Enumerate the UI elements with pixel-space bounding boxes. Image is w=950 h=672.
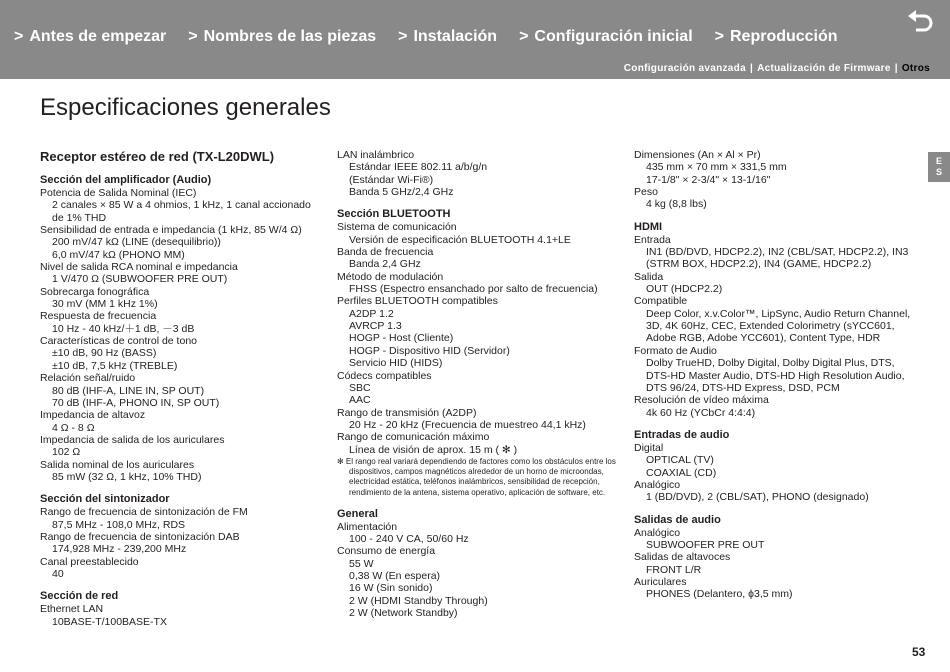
- spec-value: AVRCP 1.3: [349, 320, 402, 333]
- spec-value: Versión de especificación BLUETOOTH 4.1+LE: [349, 233, 571, 246]
- spec-value: 55 W: [349, 557, 374, 570]
- spec-value: (STRM BOX, HDCP2.2), IN4 (GAME, HDCP2.2): [646, 258, 872, 271]
- nav-item-label: Instalación: [413, 28, 498, 45]
- section-heading: Salidas de audio: [634, 513, 721, 526]
- spec-value: A2DP 1.2: [349, 307, 394, 320]
- section-heading: HDMI: [634, 220, 663, 233]
- spec-label: Consumo de energía: [337, 545, 436, 558]
- spec-label: Banda de frecuencia: [337, 246, 434, 259]
- spec-value: DTS-HD Master Audio, DTS-HD High Resolution Audio,: [646, 369, 905, 382]
- chevron-right-icon: >: [14, 28, 24, 45]
- nav-item-label: Configuración inicial: [534, 28, 693, 45]
- section-heading: Sección BLUETOOTH: [337, 208, 451, 221]
- nav-item-5[interactable]: [715, 28, 838, 46]
- spec-value: 174,928 MHz - 239,200 MHz: [52, 543, 187, 556]
- page-title: Especificaciones generales: [40, 94, 331, 121]
- spec-label: Compatible: [634, 295, 688, 308]
- spec-label: Rango de frecuencia de sintonización DAB: [40, 530, 240, 543]
- footnote: ✻ El rango real variará dependiendo de factores como los obstáculos entre los dispositivos, campos magnéticos alrededor de un horno de microondas, electricidad estática, teléfonos inalámbricos, sensibilidad de recepción, rendimiento de la antena, sistema operativo, aplicación de software, etc.: [337, 456, 616, 497]
- section-heading: General: [337, 507, 378, 520]
- spec-column-1: [40, 149, 330, 637]
- spec-value: 200 mV/47 kΩ (LINE (desequilibrio)): [52, 236, 221, 249]
- section-heading: Sección del amplificador (Audio): [40, 174, 212, 186]
- spec-value: (Estándar Wi-Fi®): [349, 173, 434, 186]
- spec-value: 16 W (Sin sonido): [349, 582, 433, 595]
- nav-item-4[interactable]: [519, 28, 693, 46]
- spec-section: [337, 149, 617, 198]
- spec-label: Impedancia de salida de los auriculares: [40, 433, 225, 446]
- spec-value: HOGP - Dispositivo HID (Servidor): [349, 344, 510, 357]
- spec-value: 0,38 W (En espera): [349, 570, 441, 583]
- product-heading: Receptor estéreo de red (TX-L20DWL): [40, 149, 275, 164]
- spec-label: Nivel de salida RCA nominal e impedancia: [40, 261, 238, 274]
- chevron-right-icon: >: [188, 28, 198, 45]
- spec-label: Ethernet LAN: [40, 603, 104, 616]
- spec-section: [40, 492, 330, 580]
- spec-value: COAXIAL (CD): [646, 466, 717, 479]
- spec-section: [40, 173, 330, 483]
- spec-value: 10BASE-T/100BASE-TX: [52, 615, 167, 628]
- chevron-right-icon: >: [398, 28, 408, 45]
- top-navigation: [14, 28, 838, 46]
- spec-value: OPTICAL (TV): [646, 454, 714, 467]
- subnav-separator: |: [749, 63, 754, 74]
- sub-navigation: [624, 63, 930, 74]
- return-arrow-icon[interactable]: [906, 10, 936, 36]
- spec-label: Perfiles BLUETOOTH compatibles: [337, 295, 498, 308]
- spec-value: FRONT L/R: [646, 563, 702, 576]
- spec-label: Sobrecarga fonográfica: [40, 285, 150, 298]
- spec-value: 10 Hz - 40 kHz/＋1 dB, －3 dB: [52, 322, 195, 335]
- spec-value: 1 V/470 Ω (SUBWOOFER PRE OUT): [52, 273, 228, 286]
- spec-label: Método de modulación: [337, 270, 444, 283]
- spec-section: [634, 149, 914, 211]
- spec-label: Analógico: [634, 526, 681, 539]
- spec-value: OUT (HDCP2.2): [646, 283, 723, 296]
- spec-value: Estándar IEEE 802.11 a/b/g/n: [349, 161, 488, 174]
- spec-label: Auriculares: [634, 575, 687, 588]
- spec-label: Analógico: [634, 478, 681, 491]
- spec-label: Canal preestablecido: [40, 555, 139, 568]
- spec-value: SBC: [349, 381, 371, 394]
- spec-label: Sensibilidad de entrada e impedancia (1 kHz, 85 W/4 Ω): [40, 224, 302, 237]
- spec-section: [634, 428, 914, 504]
- spec-value: DTS 96/24, DTS-HD Express, DSD, PCM: [646, 381, 840, 394]
- spec-label: Salidas de altavoces: [634, 551, 731, 564]
- spec-value: 1 (BD/DVD), 2 (CBL/SAT), PHONO (designado): [646, 491, 869, 504]
- subnav-item-2[interactable]: Actualización de Firmware: [757, 63, 891, 74]
- spec-section: [40, 149, 330, 165]
- spec-label: Rango de transmisión (A2DP): [337, 406, 477, 419]
- spec-value: Línea de visión de aprox. 15 m ( ✻ ): [349, 443, 518, 456]
- spec-label: Rango de frecuencia de sintonización de FM: [40, 506, 248, 519]
- spec-value: Adobe RGB, Adobe YCC601), Content Type, HDR: [646, 332, 881, 345]
- spec-label: Digital: [634, 441, 664, 454]
- spec-value: 2 canales × 85 W a 4 ohmios, 1 kHz, 1 canal accionado: [52, 199, 311, 212]
- spec-label: Códecs compatibles: [337, 369, 432, 382]
- spec-value: 20 Hz - 20 kHz (Frecuencia de muestreo 44,1 kHz): [349, 418, 586, 431]
- spec-value: 435 mm × 70 mm × 331,5 mm: [646, 161, 787, 174]
- spec-label: Entrada: [634, 233, 671, 246]
- spec-value: SUBWOOFER PRE OUT: [646, 538, 765, 551]
- spec-label: Salida: [634, 270, 664, 283]
- spec-label: Peso: [634, 186, 658, 199]
- spec-value: 100 - 240 V CA, 50/60 Hz: [349, 533, 469, 546]
- nav-item-label: Nombres de las piezas: [203, 28, 377, 45]
- chevron-right-icon: >: [714, 28, 724, 45]
- spec-section: [337, 507, 617, 620]
- nav-item-3[interactable]: [398, 28, 497, 46]
- spec-value: 70 dB (IHF-A, PHONO IN, SP OUT): [52, 396, 220, 409]
- nav-item-label: Reproducción: [729, 28, 838, 45]
- language-tab[interactable]: [928, 152, 950, 182]
- spec-section: [634, 513, 914, 601]
- subnav-item-1[interactable]: Configuración avanzada: [623, 63, 746, 74]
- spec-column-3: [634, 149, 914, 610]
- spec-section: [337, 207, 617, 497]
- spec-value: 17-1/8" × 2-3/4" × 13-1/16": [646, 173, 771, 186]
- subnav-separator: |: [894, 63, 898, 74]
- spec-label: Características de control de tono: [40, 335, 197, 348]
- header-bar: [0, 0, 950, 79]
- spec-value: 4 Ω - 8 Ω: [52, 421, 95, 434]
- spec-section: [634, 220, 914, 419]
- spec-value: 87,5 MHz - 108,0 MHz, RDS: [52, 518, 186, 531]
- spec-value: ±10 dB, 7,5 kHz (TREBLE): [52, 359, 178, 372]
- spec-value: Banda 5 GHz/2,4 GHz: [349, 186, 454, 199]
- subnav-item-3[interactable]: Otros: [901, 63, 930, 74]
- chevron-right-icon: >: [519, 28, 529, 45]
- spec-value: 2 W (Network Standby): [349, 607, 458, 620]
- spec-value: 30 mV (MM 1 kHz 1%): [52, 298, 158, 311]
- spec-label: Sistema de comunicación: [337, 221, 457, 234]
- spec-value: PHONES (Delantero, ϕ3,5 mm): [646, 588, 793, 601]
- spec-label: LAN inalámbrico: [337, 149, 415, 161]
- spec-label: Relación señal/ruido: [40, 372, 136, 385]
- spec-label: Impedancia de altavoz: [40, 409, 146, 422]
- page-number: 53: [912, 645, 926, 659]
- nav-item-label: Antes de empezar: [29, 28, 167, 45]
- spec-value: de 1% THD: [52, 211, 107, 224]
- spec-label: Resolución de vídeo máxima: [634, 394, 769, 407]
- spec-value: 85 mW (32 Ω, 1 kHz, 10% THD): [52, 470, 202, 483]
- spec-value: 102 Ω: [52, 446, 81, 459]
- spec-label: Salida nominal de los auriculares: [40, 458, 195, 471]
- section-heading: Entradas de audio: [634, 428, 730, 441]
- section-heading: Sección de red: [40, 590, 119, 603]
- nav-item-2[interactable]: [188, 28, 376, 46]
- spec-value: 80 dB (IHF-A, LINE IN, SP OUT): [52, 384, 205, 397]
- spec-value: 4 kg (8,8 lbs): [646, 198, 707, 211]
- spec-value: Deep Color, x.v.Color™, LipSync, Audio Return Channel,: [646, 307, 911, 320]
- spec-value: ±10 dB, 90 Hz (BASS): [52, 347, 157, 360]
- spec-label: Alimentación: [337, 520, 398, 533]
- spec-value: FHSS (Espectro ensanchado por salto de frecuencia): [349, 283, 598, 296]
- spec-label: Rango de comunicación máximo: [337, 431, 490, 444]
- spec-value: Banda 2,4 GHz: [349, 258, 421, 271]
- spec-value: 4k 60 Hz (YCbCr 4:4:4): [646, 406, 756, 419]
- spec-value: 40: [52, 567, 64, 580]
- spec-value: Dolby TrueHD, Dolby Digital, Dolby Digital Plus, DTS,: [646, 357, 895, 370]
- spec-label: Potencia de Salida Nominal (IEC): [40, 187, 197, 199]
- language-tab-letter-2: S: [935, 167, 942, 177]
- spec-value: AAC: [349, 394, 371, 407]
- spec-label: Formato de Audio: [634, 344, 717, 357]
- spec-column-2: [337, 149, 617, 628]
- section-heading: Sección del sintonizador: [40, 493, 170, 506]
- spec-value: 3D, 4K 60Hz, CEC, Extended Colorimetry (sYCC601,: [646, 320, 895, 333]
- spec-label: Respuesta de frecuencia: [40, 310, 157, 323]
- spec-value: 6,0 mV/47 kΩ (PHONO MM): [52, 248, 185, 261]
- spec-value: Servicio HID (HIDS): [349, 357, 443, 370]
- spec-value: IN1 (BD/DVD, HDCP2.2), IN2 (CBL/SAT, HDCP2.2), IN3: [646, 246, 909, 259]
- spec-value: 2 W (HDMI Standby Through): [349, 594, 488, 607]
- spec-label: Dimensiones (An × Al × Pr): [634, 149, 761, 161]
- spec-value: HOGP - Host (Cliente): [349, 332, 454, 345]
- spec-section: [40, 589, 330, 628]
- nav-item-1[interactable]: [14, 28, 166, 46]
- language-tab-letter-1: E: [935, 156, 942, 166]
